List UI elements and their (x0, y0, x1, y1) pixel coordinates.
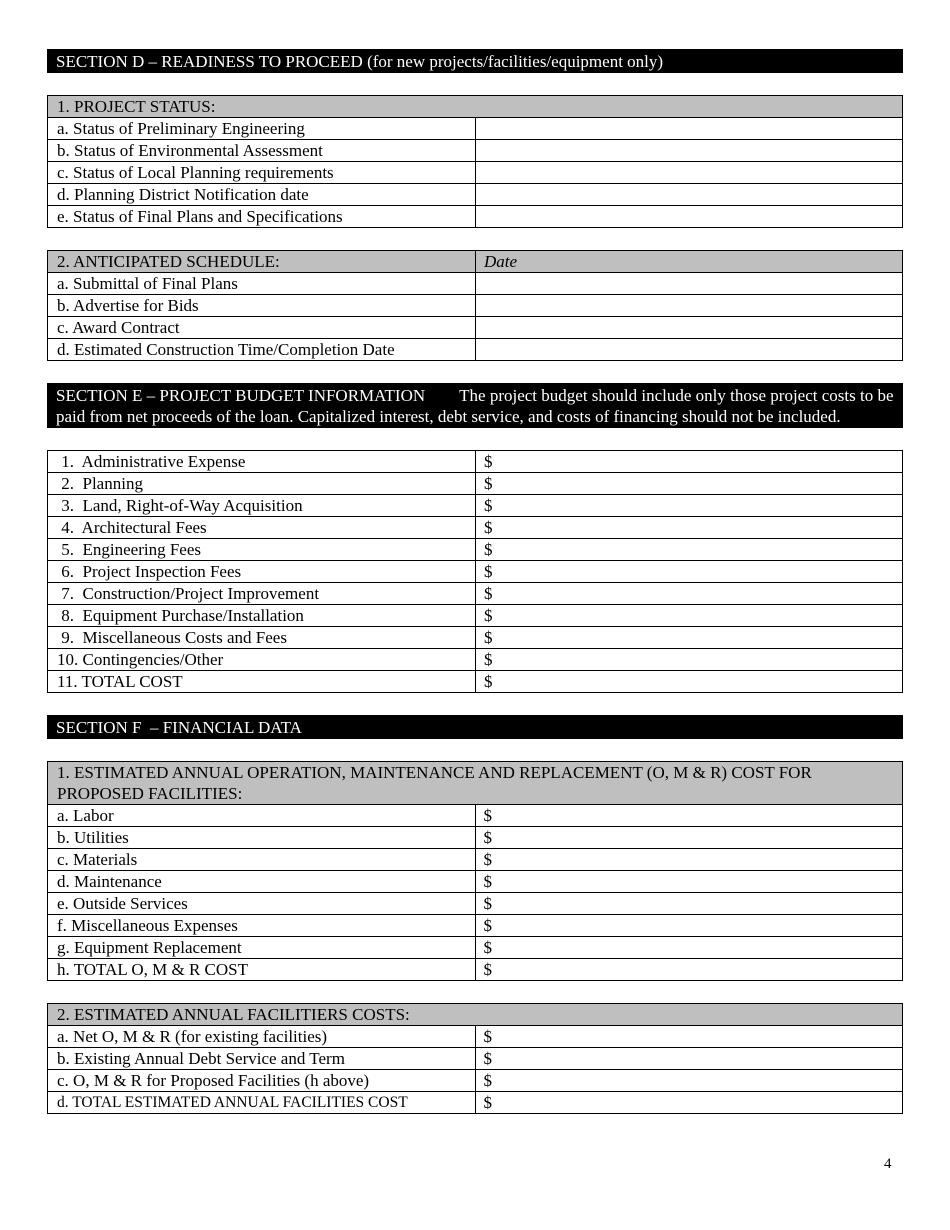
om-cost-field[interactable]: $ (475, 915, 903, 937)
facilities-cost-total-label: d. TOTAL ESTIMATED ANNUAL FACILITIES COST (48, 1092, 476, 1114)
budget-amount-field[interactable]: $ (476, 561, 903, 583)
table-row (48, 317, 903, 339)
schedule-date-field[interactable] (476, 273, 903, 295)
om-cost-header: 1. ESTIMATED ANNUAL OPERATION, MAINTENANCE AND REPLACEMENT (O, M & R) COST FOR PROPOSED FACILITIES: (48, 762, 903, 805)
section-f-header (47, 715, 903, 739)
budget-total-label: 11. TOTAL COST (48, 671, 476, 693)
budget-amount-field[interactable]: $ (476, 495, 903, 517)
om-cost-table (47, 761, 903, 981)
om-cost-label: b. Utilities (48, 827, 476, 849)
table-row (48, 893, 903, 915)
om-cost-label: a. Labor (48, 805, 476, 827)
budget-label: 8. Equipment Purchase/Installation (48, 605, 476, 627)
budget-label: 4. Architectural Fees (48, 517, 476, 539)
table-row (48, 1092, 903, 1114)
facilities-cost-field[interactable]: $ (475, 1070, 903, 1092)
table-row (48, 915, 903, 937)
section-e-title: SECTION E – PROJECT BUDGET INFORMATION (56, 386, 426, 405)
table-row (48, 118, 903, 140)
status-field[interactable] (475, 140, 903, 162)
project-status-header: 1. PROJECT STATUS: (48, 96, 903, 118)
table-row (48, 849, 903, 871)
anticipated-schedule-table (47, 250, 903, 361)
table-row (48, 473, 903, 495)
om-cost-field[interactable]: $ (475, 805, 903, 827)
table-row (48, 671, 903, 693)
facilities-cost-label: c. O, M & R for Proposed Facilities (h above) (48, 1070, 476, 1092)
date-column-header: Date (476, 251, 903, 273)
om-cost-field[interactable]: $ (475, 893, 903, 915)
om-cost-field[interactable]: $ (475, 937, 903, 959)
table-row (48, 339, 903, 361)
budget-label: 9. Miscellaneous Costs and Fees (48, 627, 476, 649)
om-cost-label: g. Equipment Replacement (48, 937, 476, 959)
table-row (48, 495, 903, 517)
table-row (48, 959, 903, 981)
budget-label: 3. Land, Right-of-Way Acquisition (48, 495, 476, 517)
form-page (47, 49, 903, 1114)
om-cost-field[interactable]: $ (475, 849, 903, 871)
status-label: e. Status of Final Plans and Specifications (48, 206, 476, 228)
budget-label: 1. Administrative Expense (48, 451, 476, 473)
status-field[interactable] (475, 184, 903, 206)
budget-amount-field[interactable]: $ (476, 517, 903, 539)
budget-amount-field[interactable]: $ (476, 539, 903, 561)
schedule-date-field[interactable] (476, 317, 903, 339)
table-row (48, 140, 903, 162)
table-row (48, 1026, 903, 1048)
table-row (48, 517, 903, 539)
facilities-cost-label: b. Existing Annual Debt Service and Term (48, 1048, 476, 1070)
status-label: a. Status of Preliminary Engineering (48, 118, 476, 140)
budget-label: 6. Project Inspection Fees (48, 561, 476, 583)
table-row (48, 162, 903, 184)
table-row (48, 206, 903, 228)
om-cost-label: f. Miscellaneous Expenses (48, 915, 476, 937)
om-cost-field[interactable]: $ (475, 827, 903, 849)
om-cost-label: e. Outside Services (48, 893, 476, 915)
budget-amount-field[interactable]: $ (476, 627, 903, 649)
facilities-cost-field[interactable]: $ (475, 1026, 903, 1048)
section-f-title: SECTION F – FINANCIAL DATA (56, 718, 302, 737)
status-label: d. Planning District Notification date (48, 184, 476, 206)
om-cost-total-label: h. TOTAL O, M & R COST (48, 959, 476, 981)
section-d-title: SECTION D – READINESS TO PROCEED (for new projects/facilities/equipment only) (56, 52, 664, 71)
status-label: b. Status of Environmental Assessment (48, 140, 476, 162)
project-budget-table (47, 450, 903, 693)
project-status-table (47, 95, 903, 228)
budget-label: 7. Construction/Project Improvement (48, 583, 476, 605)
facilities-cost-total-field[interactable]: $ (475, 1092, 903, 1114)
budget-amount-field[interactable]: $ (476, 583, 903, 605)
table-row (48, 273, 903, 295)
schedule-label: d. Estimated Construction Time/Completion Date (48, 339, 476, 361)
status-field[interactable] (475, 162, 903, 184)
budget-amount-field[interactable]: $ (476, 605, 903, 627)
schedule-date-field[interactable] (476, 295, 903, 317)
table-row (48, 827, 903, 849)
table-row (48, 184, 903, 206)
table-row (48, 295, 903, 317)
status-label: c. Status of Local Planning requirements (48, 162, 476, 184)
budget-label: 2. Planning (48, 473, 476, 495)
table-row (48, 583, 903, 605)
budget-label: 10. Contingencies/Other (48, 649, 476, 671)
page-number: 4 (884, 1156, 892, 1172)
schedule-label: b. Advertise for Bids (48, 295, 476, 317)
budget-amount-field[interactable]: $ (476, 649, 903, 671)
table-row (48, 937, 903, 959)
status-field[interactable] (475, 206, 903, 228)
table-row (48, 627, 903, 649)
table-row (48, 539, 903, 561)
section-d-header (47, 49, 903, 73)
budget-amount-field[interactable]: $ (476, 473, 903, 495)
schedule-header: 2. ANTICIPATED SCHEDULE: (48, 251, 476, 273)
schedule-date-field[interactable] (476, 339, 903, 361)
facilities-cost-field[interactable]: $ (475, 1048, 903, 1070)
budget-label: 5. Engineering Fees (48, 539, 476, 561)
om-cost-label: c. Materials (48, 849, 476, 871)
table-row (48, 605, 903, 627)
facilities-cost-header: 2. ESTIMATED ANNUAL FACILITIERS COSTS: (48, 1004, 903, 1026)
table-row (48, 451, 903, 473)
facilities-cost-table (47, 1003, 903, 1114)
om-cost-label: d. Maintenance (48, 871, 476, 893)
budget-amount-field[interactable]: $ (476, 451, 903, 473)
section-e-note: The project budget should include only those project costs to be paid from net proceeds of the loan. Capitalized interest, debt service, and costs of financing should not be included. (56, 386, 894, 426)
table-row (48, 1070, 903, 1092)
table-row (48, 805, 903, 827)
schedule-label: a. Submittal of Final Plans (48, 273, 476, 295)
om-cost-field[interactable]: $ (475, 871, 903, 893)
table-row (48, 561, 903, 583)
om-cost-total-field[interactable]: $ (475, 959, 903, 981)
table-row (48, 649, 903, 671)
schedule-label: c. Award Contract (48, 317, 476, 339)
budget-total-field[interactable]: $ (476, 671, 903, 693)
table-row (48, 1048, 903, 1070)
status-field[interactable] (475, 118, 903, 140)
section-e-header (47, 383, 903, 428)
table-row (48, 871, 903, 893)
facilities-cost-label: a. Net O, M & R (for existing facilities) (48, 1026, 476, 1048)
